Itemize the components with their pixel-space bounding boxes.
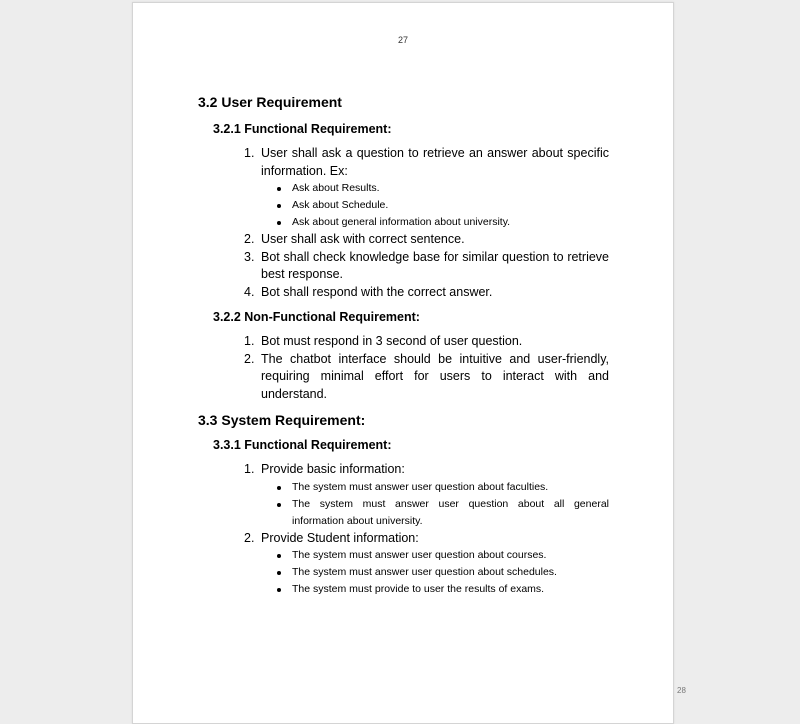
list-number: 1. — [244, 146, 255, 160]
section-heading-system-requirement: 3.3 System Requirement: — [198, 412, 366, 428]
list-item-text: User shall ask with correct sentence. — [261, 232, 465, 246]
user-functional-list — [198, 145, 609, 301]
list-item — [244, 530, 609, 599]
list-item — [244, 145, 609, 231]
list-item — [244, 351, 609, 404]
bullet-item: The system must answer user question about courses. — [292, 547, 609, 564]
bullet-item: Ask about Schedule. — [292, 197, 609, 214]
bullet-list — [261, 479, 609, 530]
bullet-item: The system must answer user question about faculties. — [292, 479, 609, 496]
list-number: 3. — [244, 249, 255, 264]
list-item-text: The chatbot interface should be intuitive and user-friendly, requiring minimal effort for users to interact with and understand. — [261, 351, 609, 401]
subsection-heading-user-functional: 3.2.1 Functional Requirement: — [213, 122, 392, 136]
document-page — [132, 2, 674, 724]
page-number: 27 — [397, 35, 408, 45]
subsection-heading-system-functional: 3.3.1 Functional Requirement: — [213, 438, 392, 452]
bullet-item: The system must provide to user the results of exams. — [292, 581, 609, 598]
user-non-functional-list — [198, 333, 609, 403]
list-number: 2. — [244, 232, 255, 246]
list-item-text: Bot shall check knowledge base for similar question to retrieve best response. — [261, 249, 609, 281]
system-functional-list — [198, 461, 609, 598]
list-item-text: Bot must respond in 3 second of user question. — [261, 334, 523, 348]
list-item — [244, 231, 609, 249]
bullet-item: Ask about general information about university. — [292, 214, 609, 231]
list-number: 2. — [244, 351, 255, 366]
list-number: 2. — [244, 530, 255, 545]
bullet-item: The system must answer user question about all general information about university. — [292, 496, 609, 530]
page-content — [198, 93, 609, 598]
subsection-heading-user-non-functional: 3.2.2 Non-Functional Requirement: — [213, 310, 420, 324]
list-item-text: Bot shall respond with the correct answer. — [261, 284, 493, 299]
list-item-text: Provide basic information: — [261, 462, 405, 476]
list-item — [244, 249, 609, 284]
list-number: 1. — [244, 462, 255, 476]
list-item — [244, 284, 609, 302]
list-item-text: Provide Student information: — [261, 530, 419, 545]
bullet-item: Ask about Results. — [292, 180, 609, 197]
bullet-list — [261, 180, 609, 231]
list-number: 4. — [244, 284, 255, 299]
list-item — [244, 333, 609, 351]
bullet-list — [261, 547, 609, 598]
section-heading-user-requirement: 3.2 User Requirement — [198, 94, 342, 110]
next-page-number: 28 — [677, 686, 686, 695]
bullet-item: The system must answer user question about schedules. — [292, 564, 609, 581]
list-number: 1. — [244, 334, 255, 348]
list-item-text: User shall ask a question to retrieve an answer about specific information. Ex: — [261, 146, 609, 178]
list-item — [244, 461, 609, 530]
